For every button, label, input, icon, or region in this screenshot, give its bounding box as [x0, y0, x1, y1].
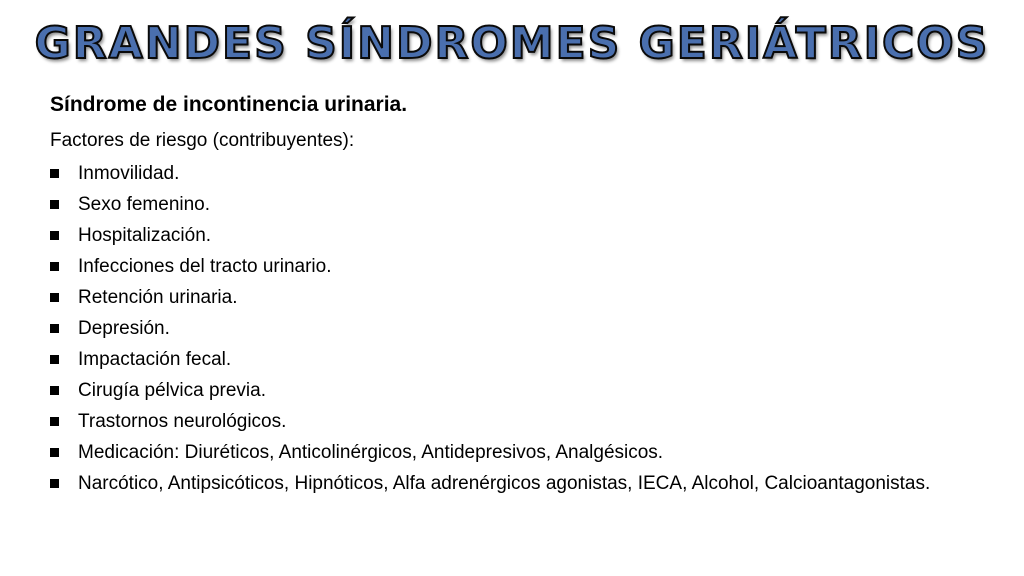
list-item-text: Infecciones del tracto urinario.	[78, 256, 332, 277]
square-bullet-icon	[50, 262, 59, 271]
list-item-text: Sexo femenino.	[78, 194, 211, 215]
list-item-text: Retención urinaria.	[78, 287, 238, 308]
square-bullet-icon	[50, 417, 59, 426]
risk-factors-heading: Factores de riesgo (contribuyentes):	[50, 130, 355, 151]
list-item-text: Inmovilidad.	[78, 163, 180, 184]
list-item	[50, 158, 988, 189]
list-item-text: Medicación: Diuréticos, Anticolinérgicos, Antidepresivos, Analgésicos.	[78, 442, 664, 463]
list-item	[50, 189, 988, 220]
square-bullet-icon	[50, 200, 59, 209]
list-item	[50, 282, 988, 313]
square-bullet-icon	[50, 293, 59, 302]
list-item	[50, 313, 988, 344]
list-item	[50, 375, 988, 406]
list-item-text: Narcótico, Antipsicóticos, Hipnóticos, Alfa adrenérgicos agonistas, IECA, Alcohol, Calcioantagonistas.	[78, 473, 931, 494]
square-bullet-icon	[50, 169, 59, 178]
square-bullet-icon	[50, 386, 59, 395]
list-item-text: Depresión.	[78, 318, 170, 339]
list-item-text: Hospitalización.	[78, 225, 212, 246]
slide-subtitle: Síndrome de incontinencia urinaria.	[50, 93, 408, 116]
list-item-text: Impactación fecal.	[78, 349, 232, 370]
list-item	[50, 437, 988, 468]
list-item-text: Cirugía pélvica previa.	[78, 380, 266, 401]
square-bullet-icon	[50, 479, 59, 488]
square-bullet-icon	[50, 231, 59, 240]
list-item	[50, 468, 988, 499]
list-item	[50, 406, 988, 437]
slide-title: GRANDES SÍNDROMES GERIÁTRICOS	[34, 18, 990, 69]
risk-factors-list	[50, 158, 988, 499]
list-item	[50, 344, 988, 375]
square-bullet-icon	[50, 324, 59, 333]
list-item-text: Trastornos neurológicos.	[78, 411, 287, 432]
list-item	[50, 220, 988, 251]
list-item	[50, 251, 988, 282]
square-bullet-icon	[50, 355, 59, 364]
square-bullet-icon	[50, 448, 59, 457]
